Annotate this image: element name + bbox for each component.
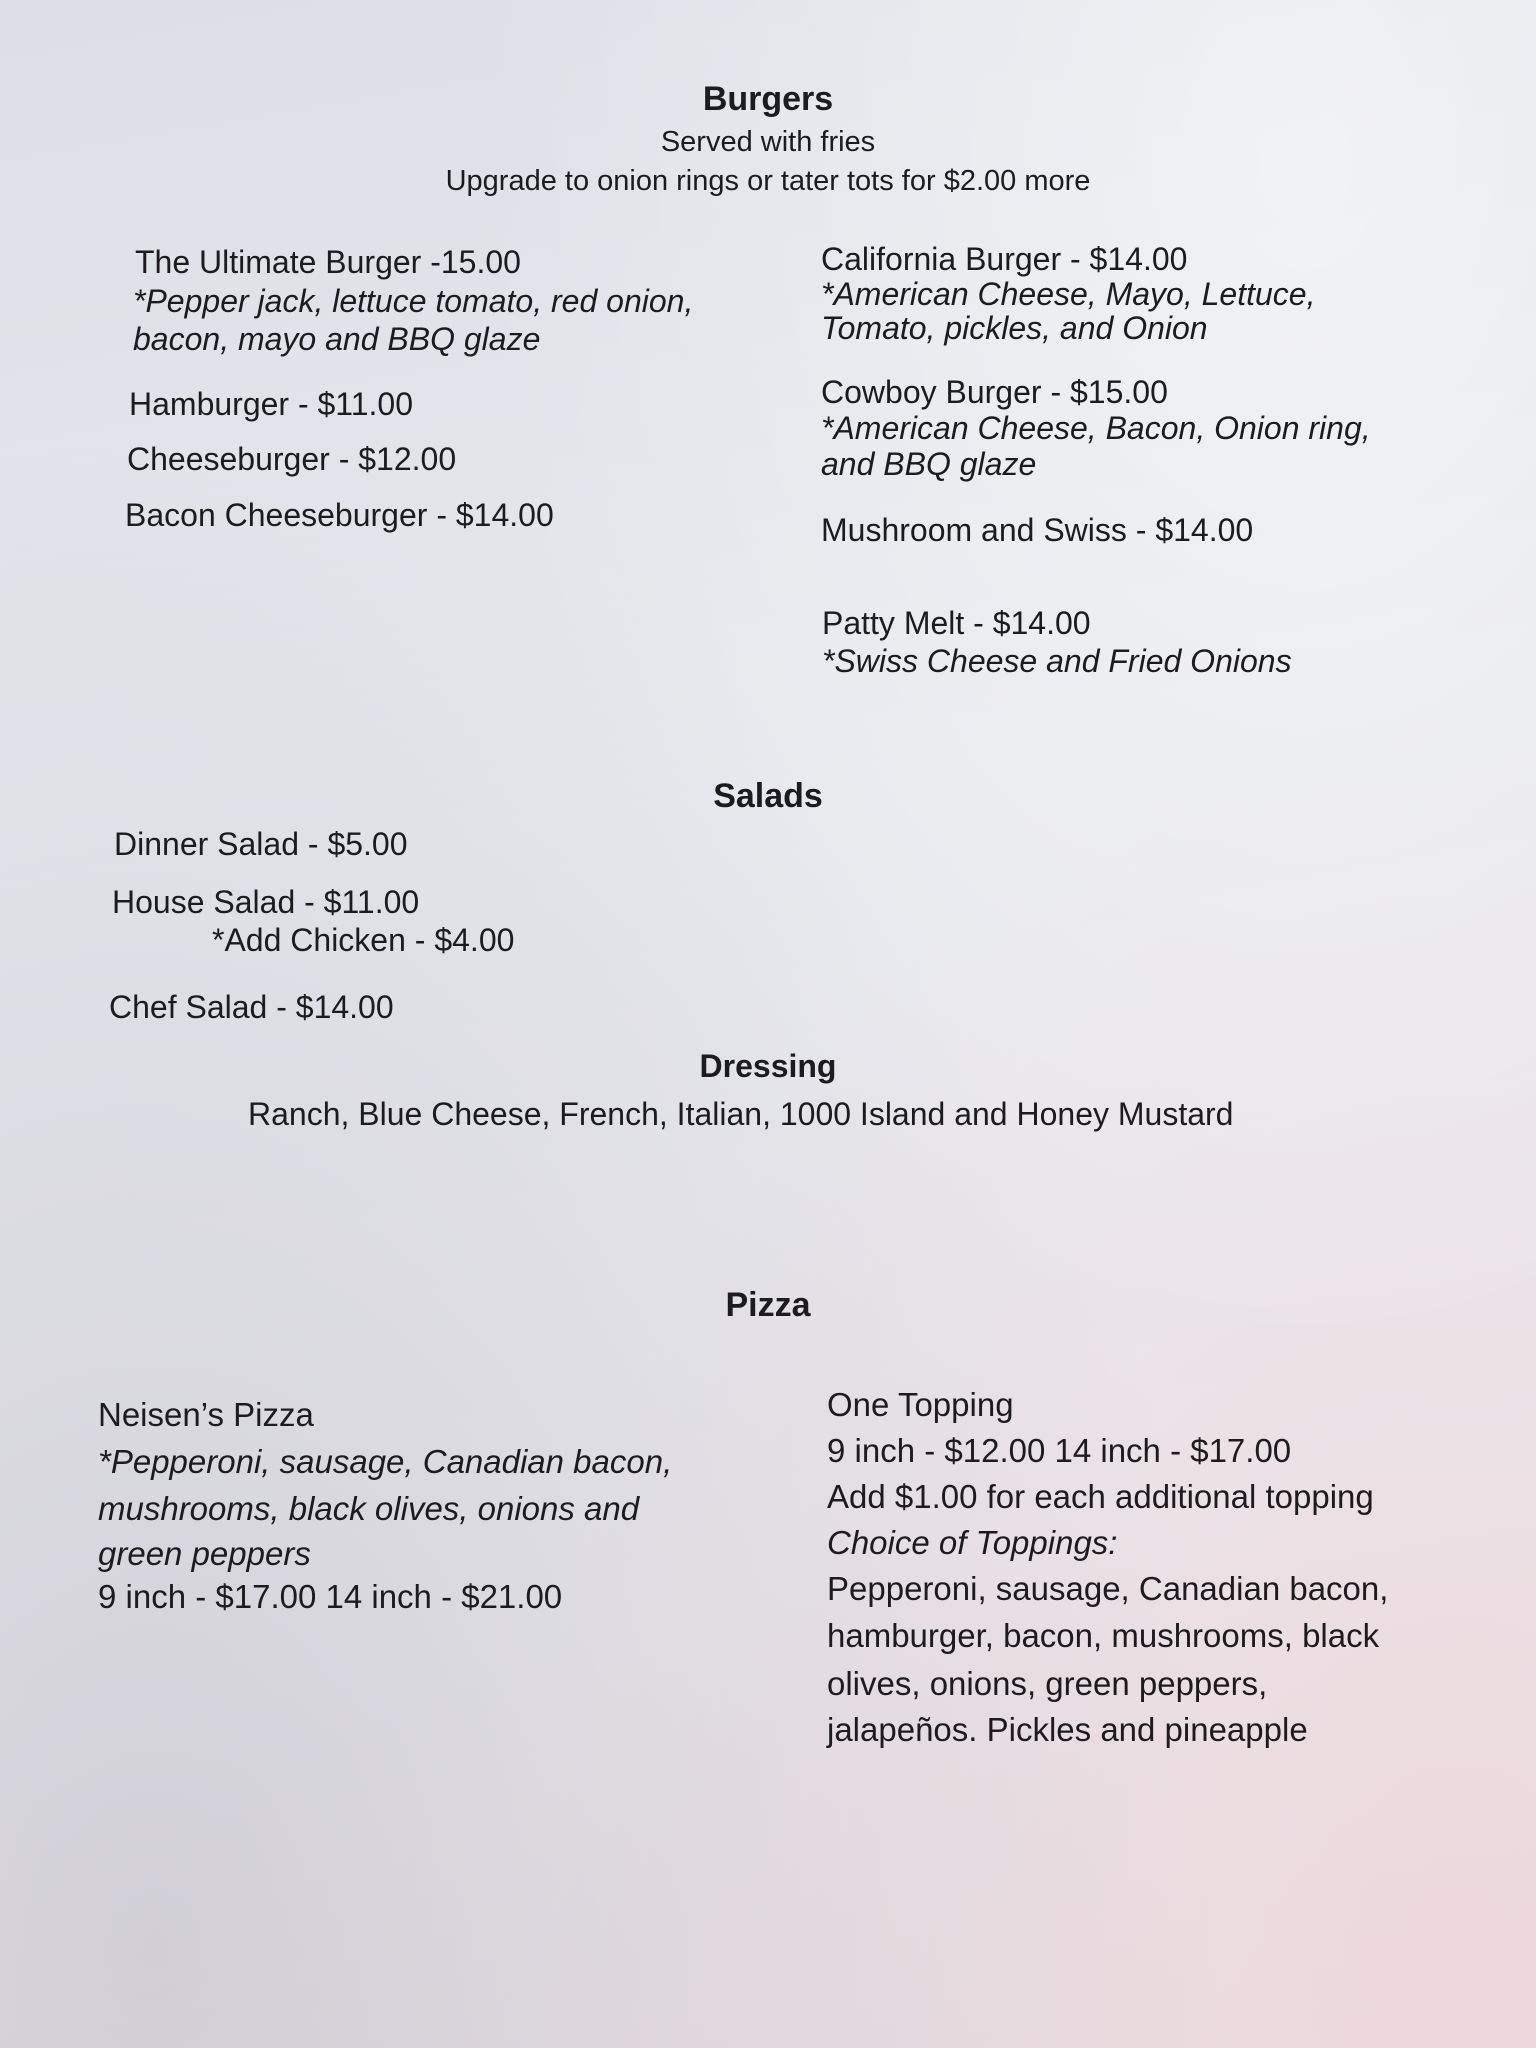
add-chicken-option: *Add Chicken - $4.00	[212, 922, 515, 958]
ultimate-burger-desc-line2: bacon, mayo and BBQ glaze	[133, 321, 541, 357]
burgers-heading: Burgers	[702, 80, 834, 118]
california-burger-desc-line2: Tomato, pickles, and Onion	[821, 310, 1208, 346]
patty-melt-item	[822, 604, 1292, 680]
neisens-pizza-name: Neisen’s Pizza	[98, 1396, 314, 1433]
ultimate-burger-item	[135, 242, 693, 358]
dressing-list: Ranch, Blue Cheese, French, Italian, 1000 Island and Honey Mustard	[248, 1096, 1234, 1132]
cowboy-burger-name: Cowboy Burger - $15.00	[821, 374, 1168, 410]
dressing-heading: Dressing	[699, 1048, 837, 1084]
topping-choice-label: Choice of Toppings:	[827, 1524, 1118, 1561]
neisens-pizza-desc-line3: green peppers	[98, 1535, 311, 1572]
one-topping-pizza-item	[827, 1382, 1388, 1753]
mushroom-swiss-item: Mushroom and Swiss - $14.00	[821, 512, 1254, 548]
one-topping-price: 9 inch - $12.00 14 inch - $17.00	[827, 1432, 1292, 1469]
toppings-list-line1: Pepperoni, sausage, Canadian bacon,	[827, 1570, 1389, 1607]
burgers-upgrade-note: Upgrade to onion rings or tater tots for $2.00 more	[445, 165, 1091, 197]
neisens-pizza-item	[98, 1392, 672, 1618]
hamburger-item: Hamburger - $11.00	[129, 386, 413, 422]
patty-melt-name: Patty Melt - $14.00	[822, 605, 1091, 641]
salads-heading: Salads	[713, 777, 823, 815]
neisens-pizza-desc-line1: *Pepperoni, sausage, Canadian bacon,	[98, 1443, 673, 1480]
cowboy-burger-item	[821, 374, 1371, 482]
dinner-salad-item: Dinner Salad - $5.00	[114, 826, 408, 862]
toppings-list-line3: olives, onions, green peppers,	[827, 1665, 1268, 1702]
california-burger-desc-line1: *American Cheese, Mayo, Lettuce,	[821, 276, 1316, 312]
patty-melt-desc: *Swiss Cheese and Fried Onions	[822, 643, 1292, 679]
cowboy-burger-desc-line2: and BBQ glaze	[821, 446, 1037, 482]
cowboy-burger-desc-line1: *American Cheese, Bacon, Onion ring,	[821, 410, 1371, 446]
one-topping-name: One Topping	[827, 1386, 1014, 1423]
cheeseburger-item: Cheeseburger - $12.00	[127, 441, 457, 477]
california-burger-name: California Burger - $14.00	[821, 241, 1188, 277]
ultimate-burger-desc-line1: *Pepper jack, lettuce tomato, red onion,	[133, 283, 694, 319]
toppings-list-line4: jalapeños. Pickles and pineapple	[827, 1711, 1308, 1748]
ultimate-burger-name: The Ultimate Burger -15.00	[135, 244, 521, 280]
one-topping-additional-note: Add $1.00 for each additional topping	[827, 1478, 1374, 1515]
house-salad-item: House Salad - $11.00	[112, 884, 420, 920]
burgers-served-note: Served with fries	[660, 126, 876, 158]
pizza-heading: Pizza	[725, 1286, 811, 1324]
chef-salad-item: Chef Salad - $14.00	[109, 989, 394, 1025]
neisens-pizza-price: 9 inch - $17.00 14 inch - $21.00	[98, 1578, 563, 1615]
toppings-list-line2: hamburger, bacon, mushrooms, black	[827, 1617, 1380, 1654]
bacon-cheeseburger-item: Bacon Cheeseburger - $14.00	[125, 497, 554, 533]
neisens-pizza-desc-line2: mushrooms, black olives, onions and	[98, 1490, 640, 1527]
california-burger-item	[821, 241, 1315, 345]
